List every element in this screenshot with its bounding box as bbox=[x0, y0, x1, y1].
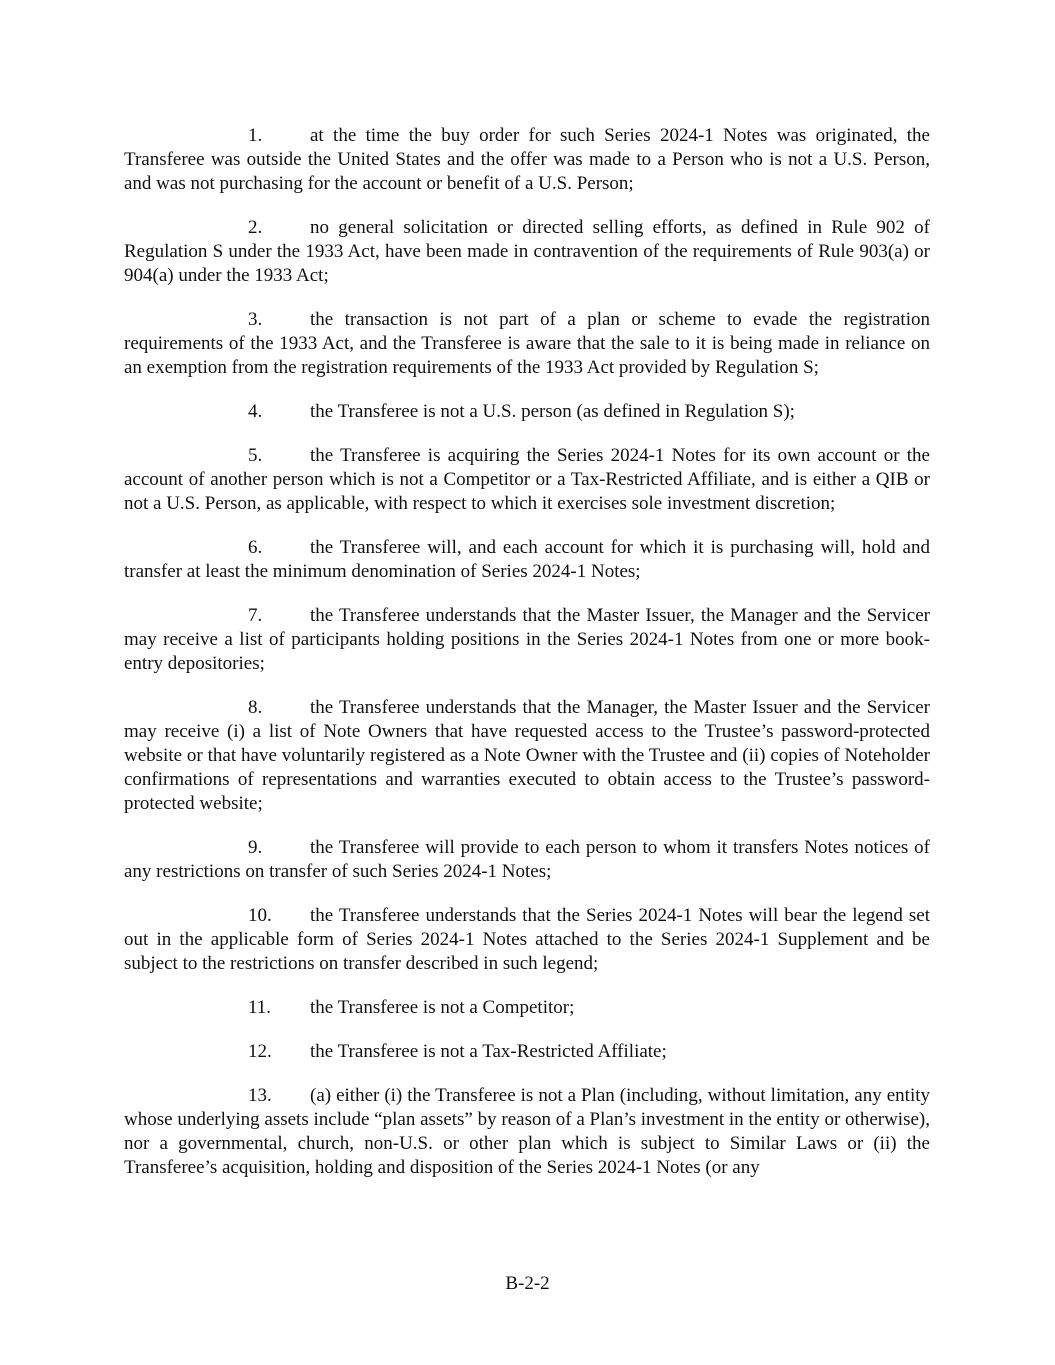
paragraph-3 bbox=[124, 308, 930, 380]
paragraph-7 bbox=[124, 604, 930, 676]
paragraph-number: 6. bbox=[248, 537, 263, 558]
paragraph-text: the Transferee will, and each account for which it is purchasing will, hold and transfer at least the minimum denomination of Series 2024-1 Notes; bbox=[124, 537, 930, 582]
paragraph-12 bbox=[124, 1040, 930, 1064]
paragraph-number: 3. bbox=[248, 309, 263, 330]
paragraph-11 bbox=[124, 996, 930, 1020]
paragraph-number: 12. bbox=[248, 1041, 272, 1062]
paragraph-text: no general solicitation or directed selling efforts, as defined in Rule 902 of Regulation S under the 1933 Act, have been made in contravention of the requirements of Rule 903(a) or 904(a) under the 1933 Act; bbox=[124, 217, 930, 286]
paragraph-number: 11. bbox=[248, 997, 272, 1018]
paragraph-text: at the time the buy order for such Series 2024-1 Notes was originated, the Transferee was outside the United States and the offer was made to a Person who is not a U.S. Person, and was not purchasing for the account or benefit of a U.S. Person; bbox=[124, 125, 930, 194]
paragraph-10 bbox=[124, 904, 930, 976]
paragraph-4 bbox=[124, 400, 930, 424]
paragraph-text: the transaction is not part of a plan or scheme to evade the registration requirements of the 1933 Act, and the Transferee is aware that the sale to it is being made in reliance on an exemption from the registration requirements of the 1933 Act provided by Regulation S; bbox=[124, 309, 930, 378]
paragraph-text: the Transferee is not a Competitor; bbox=[310, 997, 575, 1018]
paragraph-number: 8. bbox=[248, 697, 263, 718]
paragraph-text: the Transferee understands that the Series 2024-1 Notes will bear the legend set out in the applicable form of Series 2024-1 Notes attached to the Series 2024-1 Supplement and be subject to the restrictions on transfer described in such legend; bbox=[124, 905, 930, 974]
paragraph-6 bbox=[124, 536, 930, 584]
paragraph-5 bbox=[124, 444, 930, 516]
paragraph-number: 5. bbox=[248, 445, 263, 466]
paragraph-number: 9. bbox=[248, 837, 263, 858]
paragraph-text: (a) either (i) the Transferee is not a Plan (including, without limitation, any entity whose underlying assets include “plan assets” by reason of a Plan’s investment in the entity or otherwise), nor a governmental, church, non-U.S. or other plan which is subject to Similar Laws or (ii) the Transferee’s acquisition, holding and disposition of the Series 2024-1 Notes (or any bbox=[124, 1085, 930, 1178]
paragraph-number: 4. bbox=[248, 401, 263, 422]
document-body bbox=[124, 124, 930, 1200]
paragraph-number: 2. bbox=[248, 217, 263, 238]
paragraph-1 bbox=[124, 124, 930, 196]
page-number: B-2-2 bbox=[505, 1273, 550, 1294]
paragraph-text: the Transferee is acquiring the Series 2024-1 Notes for its own account or the account of another person which is not a Competitor or a Tax-Restricted Affiliate, and is either a QIB or not a U.S. Person, as applicable, with respect to which it exercises sole investment discretion; bbox=[124, 445, 930, 514]
paragraph-text: the Transferee understands that the Master Issuer, the Manager and the Servicer may receive a list of participants holding positions in the Series 2024-1 Notes from one or more book-entry depositories; bbox=[124, 605, 930, 674]
paragraph-8 bbox=[124, 696, 930, 816]
paragraph-9 bbox=[124, 836, 930, 884]
paragraph-number: 10. bbox=[248, 905, 272, 926]
paragraph-number: 7. bbox=[248, 605, 263, 626]
paragraph-number: 1. bbox=[248, 125, 263, 146]
paragraph-text: the Transferee understands that the Manager, the Master Issuer and the Servicer may receive (i) a list of Note Owners that have requested access to the Trustee’s password-protected website or that have voluntarily registered as a Note Owner with the Trustee and (ii) copies of Noteholder confirmations of representations and warranties executed to obtain access to the Trustee’s password-protected website; bbox=[124, 697, 930, 814]
paragraph-number: 13. bbox=[248, 1085, 272, 1106]
paragraph-2 bbox=[124, 216, 930, 288]
paragraph-text: the Transferee is not a Tax-Restricted Affiliate; bbox=[310, 1041, 667, 1062]
paragraph-text: the Transferee will provide to each person to whom it transfers Notes notices of any restrictions on transfer of such Series 2024-1 Notes; bbox=[124, 837, 930, 882]
paragraph-13 bbox=[124, 1084, 930, 1180]
paragraph-text: the Transferee is not a U.S. person (as defined in Regulation S); bbox=[310, 401, 795, 422]
